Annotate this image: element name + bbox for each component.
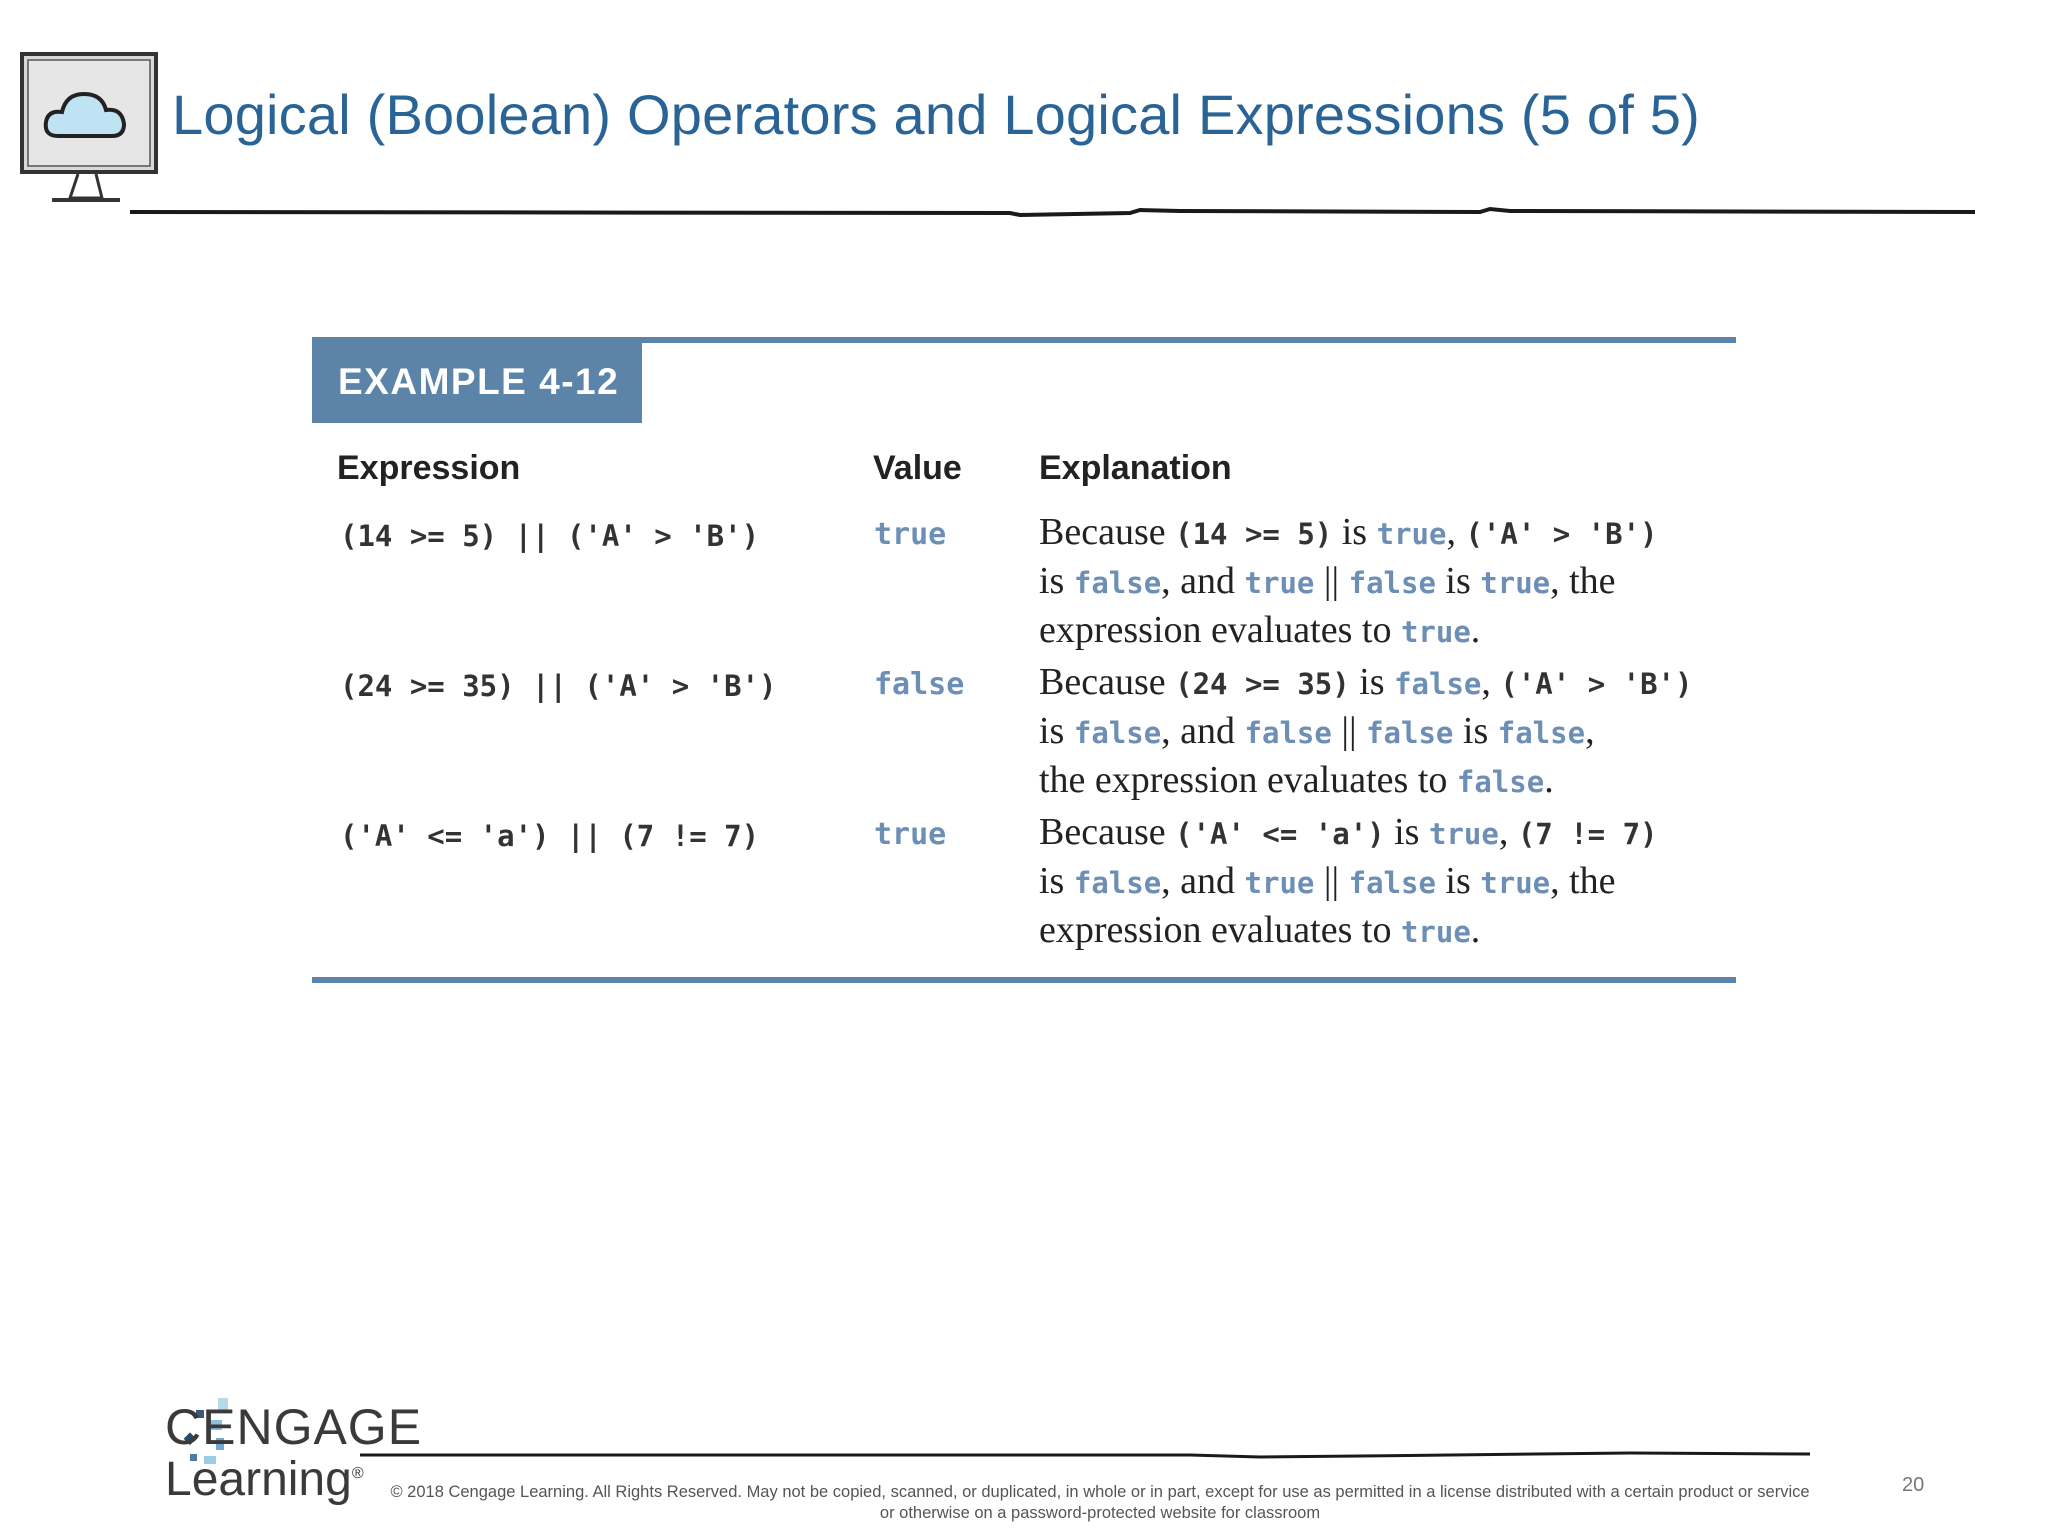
header-value: Value: [873, 449, 962, 487]
header-explanation: Explanation: [1039, 449, 1232, 487]
logo-cengage: CENGAGE: [165, 1399, 423, 1455]
slide-title: Logical (Boolean) Operators and Logical Expressions (5 of 5): [172, 83, 1700, 146]
row-value: true: [874, 517, 947, 552]
row-explanation: Because (14 >= 5) is true, ('A' > 'B') is false, and true || false is true, the expression evaluates to true.: [1039, 511, 1658, 651]
monitor-cloud-icon: [18, 50, 164, 210]
example-label: EXAMPLE 4-12: [312, 337, 642, 423]
example-bottom-rule: [312, 977, 1736, 983]
row-expression: (24 >= 35) || ('A' > 'B'): [340, 669, 777, 703]
example-box: [312, 337, 1736, 987]
row-expression: ('A' <= 'a') || (7 != 7): [340, 819, 760, 853]
header-expression: Expression: [337, 449, 521, 487]
row-value: true: [874, 817, 947, 852]
row-value: false: [874, 667, 965, 702]
footer-divider: [360, 1448, 1810, 1460]
row-explanation: Because (24 >= 35) is false, ('A' > 'B') is false, and false || false is false, the expression evaluates to false.: [1039, 661, 1693, 801]
row-explanation: Because ('A' <= 'a') is true, (7 != 7) is false, and true || false is true, the expression evaluates to true.: [1039, 811, 1658, 951]
logo-learning: Learning®: [165, 1453, 364, 1506]
page-number: 20: [1902, 1474, 1925, 1496]
title-divider: [130, 205, 1975, 219]
row-expression: (14 >= 5) || ('A' > 'B'): [340, 519, 760, 553]
copyright-notice: © 2018 Cengage Learning. All Rights Reserved. May not be copied, scanned, or duplicated, in whole or in part, except for use as permitted in a license distributed with a certain product or service or otherwise on a password-protected website for classroom: [390, 1483, 1810, 1522]
